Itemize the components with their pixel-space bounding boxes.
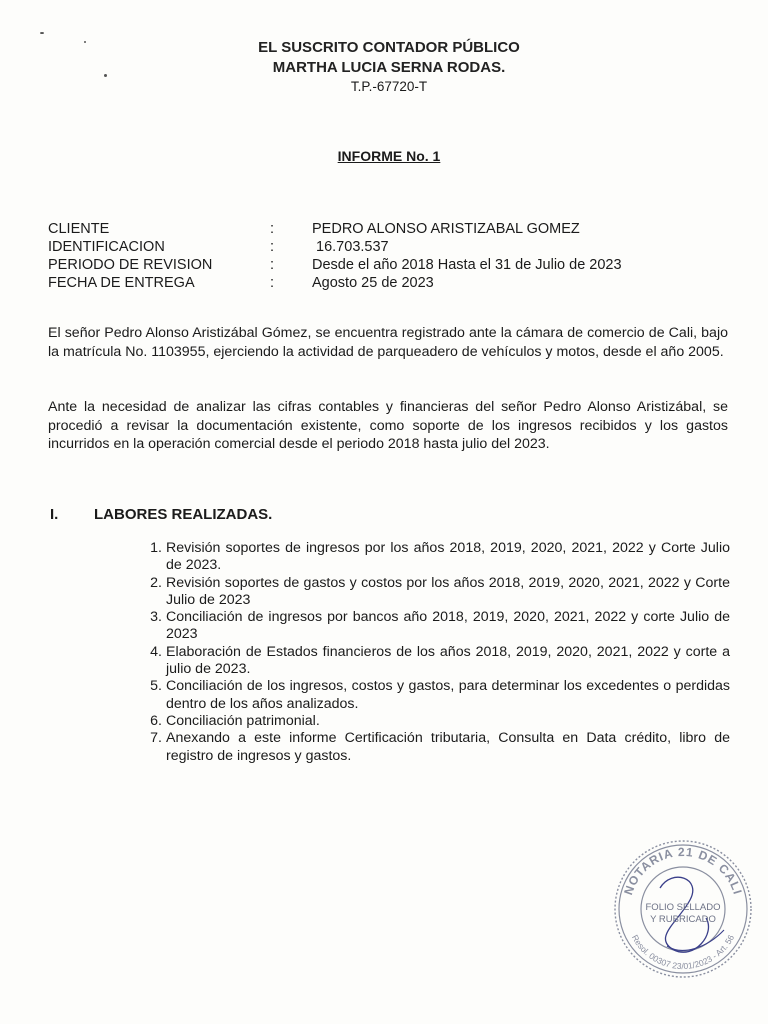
info-colon: :	[270, 257, 275, 273]
info-label: FECHA DE ENTREGA	[48, 275, 195, 291]
info-value: PEDRO ALONSO ARISTIZABAL GOMEZ	[312, 221, 580, 237]
list-item-number: 4.	[150, 643, 162, 660]
purpose-paragraph: Ante la necesidad de analizar las cifras contables y financieras del señor Pedro Alonso Aristizábal, se procedió a revisar la documentación existente, como soporte de los ingresos recibidos y los gastos incurridos en la operación comercial desde el periodo 2018 hasta julio del 2023.	[48, 399, 728, 452]
svg-text:NOTARIA 21 DE CALI	[621, 845, 745, 897]
info-row-review-period	[48, 256, 732, 274]
list-item	[134, 575, 730, 610]
list-item	[134, 609, 730, 644]
list-item-text: Conciliación patrimonial.	[166, 712, 320, 729]
section-heading	[50, 506, 272, 523]
list-item-number: 5.	[150, 678, 162, 695]
report-title: INFORME No. 1	[337, 148, 441, 164]
stamp-top-text: NOTARIA 21 DE CALI	[621, 844, 745, 897]
accountant-name: MARTHA LUCIA SERNA RODAS.	[272, 59, 506, 76]
header-title: EL SUSCRITO CONTADOR PÚBLICO	[258, 39, 520, 56]
list-item-text: Revisión soportes de ingresos por los años 2018, 2019, 2020, 2021, 2022 y Corte Julio de 2023.	[166, 540, 730, 574]
list-item-number: 3.	[150, 609, 162, 626]
client-info-table	[48, 220, 732, 292]
info-label: CLIENTE	[48, 221, 110, 237]
professional-card-number: T.P.-67720-T	[350, 79, 428, 94]
list-item-text: Conciliación de los ingresos, costos y gastos, para determinar los excedentes o perdidas dentro de los años analizados.	[166, 678, 730, 712]
stamp-bottom-text: Resol. 00307 23/01/2023 - Art. 56	[629, 933, 737, 972]
list-item	[134, 540, 730, 575]
notary-stamp	[612, 838, 754, 980]
info-label: IDENTIFICACION	[48, 239, 165, 255]
info-row-delivery-date	[48, 274, 732, 292]
info-row-client	[48, 220, 732, 238]
document-header	[0, 38, 768, 96]
list-item	[134, 644, 730, 679]
stamp-inner-line1: FOLIO SELLADO	[645, 902, 721, 913]
info-colon: :	[270, 221, 275, 237]
info-value: Agosto 25 de 2023	[312, 275, 434, 291]
info-row-identification	[48, 238, 732, 256]
list-item-text: Anexando a este informe Certificación tributaria, Consulta en Data crédito, libro de registro de ingresos y gastos.	[166, 730, 730, 764]
list-item	[134, 730, 730, 765]
info-colon: :	[270, 275, 275, 291]
list-item-number: 1.	[150, 540, 162, 556]
stamp-inner-line2: Y RUBRICADO	[650, 914, 716, 925]
list-item-number: 7.	[150, 730, 162, 747]
list-item-number: 6.	[150, 712, 162, 729]
info-value: 16.703.537	[312, 239, 389, 255]
list-item-text: Conciliación de ingresos por bancos año 2018, 2019, 2020, 2021, 2022 y corte Julio de 2023	[166, 609, 730, 643]
list-item	[134, 678, 730, 713]
intro-paragraph: El señor Pedro Alonso Aristizábal Gómez, se encuentra registrado ante la cámara de comercio de Cali, bajo la matrícula No. 1103955, ejerciendo la actividad de parqueadero de vehículos y motos, desde el año 2005.	[48, 325, 728, 360]
info-label: PERIODO DE REVISION	[48, 257, 213, 273]
scan-speck	[40, 32, 44, 34]
list-item-text: Elaboración de Estados financieros de los años 2018, 2019, 2020, 2021, 2022 y corte a julio de 2023.	[166, 643, 730, 678]
list-item	[134, 713, 730, 730]
list-item-number: 2.	[150, 574, 162, 591]
info-value: Desde el año 2018 Hasta el 31 de Julio de 2023	[312, 257, 622, 273]
info-colon: :	[270, 239, 275, 255]
section-number: I.	[50, 506, 59, 523]
list-item-text: Revisión soportes de gastos y costos por los años 2018, 2019, 2020, 2021, 2022 y Corte Julio de 2023	[166, 574, 730, 608]
tasks-list	[134, 540, 730, 765]
section-title: LABORES REALIZADAS.	[94, 506, 273, 523]
